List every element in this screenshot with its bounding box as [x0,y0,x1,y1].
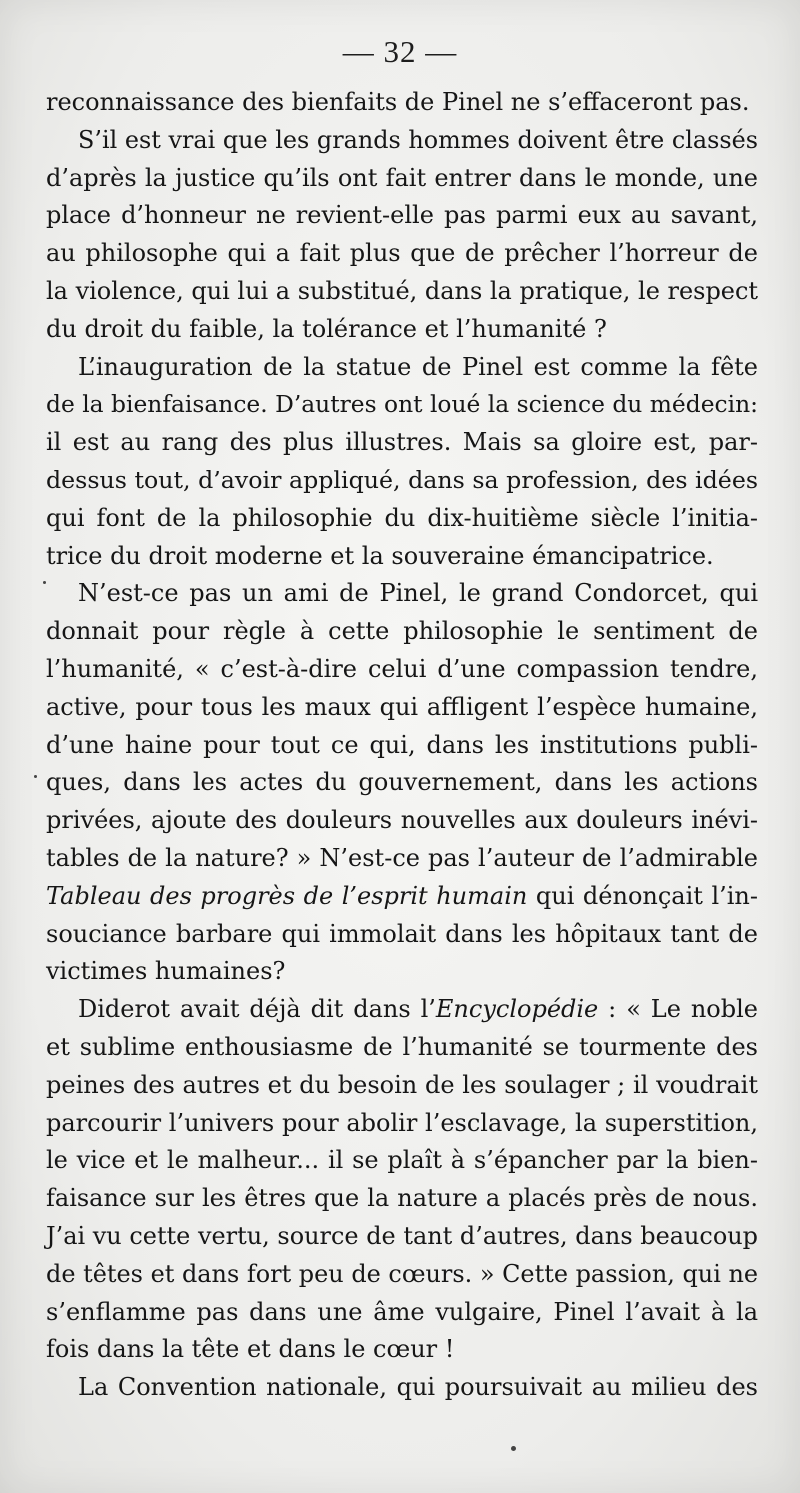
text-line-segment: tables de la nature? » N’est-ce pas l’auteur de l’admirable [46,843,758,872]
text-line-segment: place d’honneur ne revient-elle pas parmi eux au savant, [46,201,758,230]
text-line-segment: de la bienfaisance. D’autres ont loué la science du médecin: [46,390,758,419]
text-line-segment: il est au rang des plus illustres. Mais sa gloire est, par- [46,428,758,457]
text-line-segment: La Convention nationale, qui poursuivait au milieu des [78,1373,758,1402]
italic-title: Tableau des progrès de l’esprit humain [46,881,528,910]
text-line [46,1180,758,1218]
text-line-segment: active, pour tous les maux qui affligent l’espèce humaine, [46,692,758,721]
text-line-segment: la violence, qui lui a substitué, dans la pratique, le respect [46,276,759,305]
text-line-segment: Diderot avait déjà dit dans l’ [78,995,436,1024]
text-line [46,916,758,954]
text-line-segment: au philosophe qui a fait plus que de prêcher l’horreur de [46,239,758,268]
text-line [46,386,758,424]
italic-title: Encyclopédie [435,995,599,1024]
text-line [46,727,758,765]
text-line [46,538,758,576]
text-line [46,424,758,462]
text-line [46,991,758,1029]
text-line [46,160,758,198]
text-line [46,651,758,689]
text-line-segment: trice du droit moderne et la souveraine émancipatrice. [46,541,714,570]
text-line-segment: S’il est vrai que les grands hommes doivent être classés [78,125,758,154]
text-line-segment: : « Le noble [598,995,758,1024]
text-line-segment: reconnaissance des bienfaits de Pinel ne s’effaceront pas. [46,88,750,116]
body-text [46,84,758,1407]
text-line [46,840,758,878]
text-line-segment: dessus tout, d’avoir appliqué, dans sa profession, des idées [46,465,758,494]
text-line [46,1067,758,1105]
text-line [46,575,758,613]
text-line [46,1105,758,1143]
text-line-segment: d’après la justice qu’ils ont fait entrer dans le monde, une [46,163,758,192]
text-line-segment: qui font de la philosophie du dix-huitième siècle l’initia- [46,503,758,532]
text-line-segment: et sublime enthousiasme de l’humanité se tourmente des [46,1032,758,1061]
text-line-segment: de têtes et dans fort peu de cœurs. » Cette passion, qui ne [46,1259,759,1288]
text-line [46,1142,758,1180]
text-line [46,1331,758,1369]
text-line-segment: N’est-ce pas un ami de Pinel, le grand Condorcet, qui [78,579,758,608]
text-line-segment: ques, dans les actes du gouvernement, dans les actions [46,768,758,797]
text-line [46,1294,758,1332]
text-line-segment: s’enflamme pas dans une âme vulgaire, Pinel l’avait à la [46,1297,758,1326]
paper-speck [511,1446,516,1451]
text-line-segment: L’inauguration de la statue de Pinel est comme la fête [78,352,758,381]
text-line [46,1218,758,1256]
text-line [46,122,758,160]
text-line-segment: J’ai vu cette vertu, source de tant d’autres, dans beaucoup [46,1221,758,1250]
text-line [46,235,758,273]
text-line [46,613,758,651]
text-line [46,878,758,916]
text-line [46,500,758,538]
text-line-segment: fois dans la tête et dans le cœur ! [46,1335,455,1364]
text-line [46,1029,758,1067]
page-number: — 32 — [342,34,458,69]
text-line [46,1369,758,1407]
text-line-segment: parcourir l’univers pour abolir l’esclavage, la superstition, [46,1108,758,1137]
text-line-segment: le vice et le malheur... il se plaît à s’épancher par la bien- [46,1146,758,1175]
text-line [46,311,758,349]
text-line [46,802,758,840]
text-line [46,273,758,311]
text-line [46,1256,758,1294]
text-line-segment: du droit du faible, la tolérance et l’humanité ? [46,314,607,343]
text-line-segment: qui dénonçait l’in- [527,881,758,910]
text-line-segment: donnait pour règle à cette philosophie le sentiment de [46,617,758,646]
text-line-segment: victimes humaines? [46,957,286,986]
text-line-segment: privées, ajoute des douleurs nouvelles aux douleurs inévi- [46,806,758,835]
text-line-segment: souciance barbare qui immolait dans les hôpitaux tant de [46,919,758,948]
text-line [46,764,758,802]
text-line [46,197,758,235]
paper-speck [43,581,46,584]
text-line [46,349,758,387]
text-line-segment: l’humanité, « c’est-à-dire celui d’une compassion tendre, [46,654,758,683]
text-line-segment: faisance sur les êtres que la nature a placés près de nous. [46,1184,758,1213]
text-line [46,84,758,122]
text-line [46,689,758,727]
text-line-segment: d’une haine pour tout ce qui, dans les institutions publi- [46,730,758,759]
paper-speck [34,775,37,778]
text-line [46,462,758,500]
text-line-segment: peines des autres et du besoin de les soulager ; il voudrait [46,1070,758,1099]
text-line [46,953,758,991]
